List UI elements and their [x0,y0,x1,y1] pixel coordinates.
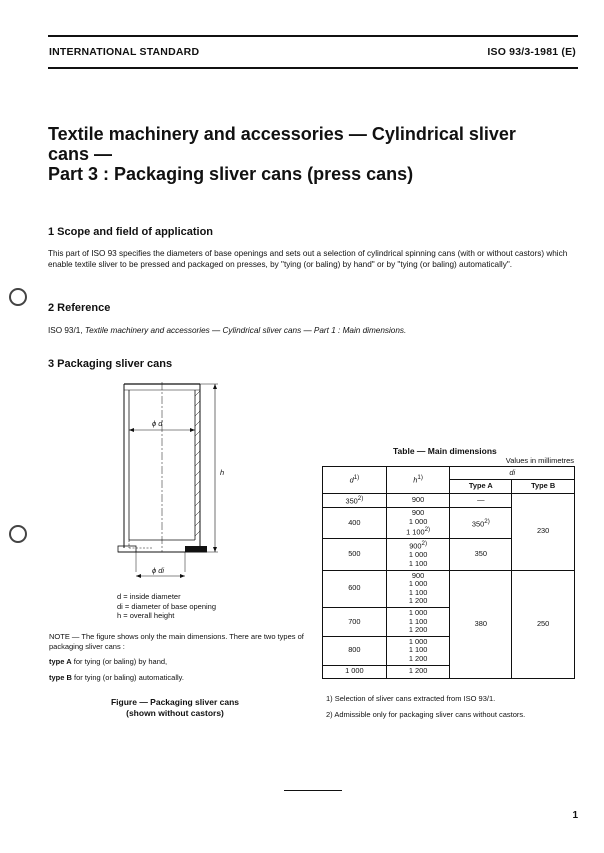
reference-title: Textile machinery and accessories — Cylindrical sliver cans — Part 1 : Main dimensions. [84,326,407,335]
section-2-heading: 2 Reference [48,302,111,314]
table-footnote-2: 2) Admissible only for packaging sliver cans without castors. [326,710,526,719]
type-b-text: for tying (or baling) automatically. [74,673,184,682]
sliver-can-figure [110,380,230,590]
header-h: $h^{1)}$ [386,467,450,494]
punch-hole-mark [9,525,27,543]
table-title: Table — Main dimensions [393,446,497,456]
figure-caption-line-2: (shown without castors) [126,708,224,718]
section-3-heading: 3 Packaging sliver cans [48,358,173,370]
header-type-b: Type B [512,480,575,494]
section-1-text: This part of ISO 93 specifies the diameters of base openings and sets out a selection of cylindrical spinning cans (with or without castors) which enable textile sliver to be pressed and packaged on presses, by "tying (or baling) by hand" or by "tying (or baling) automatically". [48,249,568,269]
type-a-label: type A [49,657,72,666]
legend-item: di = diameter of base opening [117,601,217,611]
table-row: 1 000 1 200 [323,665,575,678]
header-d: $d^{1)}$ [323,467,387,494]
figure-label-d: ϕ d [152,419,163,428]
legend-item: h = overall height [117,611,175,621]
section-2-reference [48,326,578,337]
table-header-row [323,467,575,480]
type-b-label: type B [49,673,72,682]
title-line-1: Textile machinery and accessories — Cylindrical sliver [48,124,516,144]
legend-item: d = inside diameter [117,592,181,601]
header-standard-number: ISO 93/3-1981 (E) [487,46,576,58]
reference-number: ISO 93/1, [48,326,85,335]
footer-rule [284,790,342,791]
figure-caption-line-1: Figure — Packaging sliver cans [110,697,240,707]
figure-note: NOTE — The figure shows only the main dimensions. There are two types of packaging sliver cans : [49,632,304,651]
table-units: Values in millimetres [505,456,574,465]
header-standard-label: INTERNATIONAL STANDARD [49,46,200,58]
figure-label-di: ϕ di [152,566,165,575]
type-a-text: for tying (or baling) by hand, [73,657,168,666]
header-type-a: Type A [450,480,512,494]
figure-legend [117,592,216,621]
table-row: 350$^{2)}$ 900 — 230 [323,494,575,508]
figure-label-h: h [220,468,225,477]
table-row: 500 900$^{2)}$ 1 000 1 100 350 [323,539,575,570]
document-title [48,124,588,184]
page-number: 1 [572,810,578,821]
type-b-description [49,673,307,683]
table-row: 800 1 000 1 100 1 200 [323,636,575,665]
table-row: 600 900 1 000 1 100 1 200 380 250 [323,570,575,607]
figure-caption [90,697,260,719]
punch-hole-mark [9,288,27,306]
header-di: di [450,467,575,480]
type-a-description [49,657,307,667]
table-row: 700 1 000 1 100 1 200 [323,607,575,636]
section-1-heading: 1 Scope and field of application [48,226,214,238]
table-row: 400 900 1 000 1 100$^{2)}$ 350$^{2)}$ [323,508,575,539]
header-top-rule [48,35,578,37]
header-bottom-rule [48,67,578,69]
title-line-2: cans — [48,144,113,164]
table-footnote-1: 1) Selection of sliver cans extracted from ISO 93/1. [326,694,496,703]
main-dimensions-table [322,466,575,679]
title-line-3: Part 3 : Packaging sliver cans (press cans) [48,164,414,184]
